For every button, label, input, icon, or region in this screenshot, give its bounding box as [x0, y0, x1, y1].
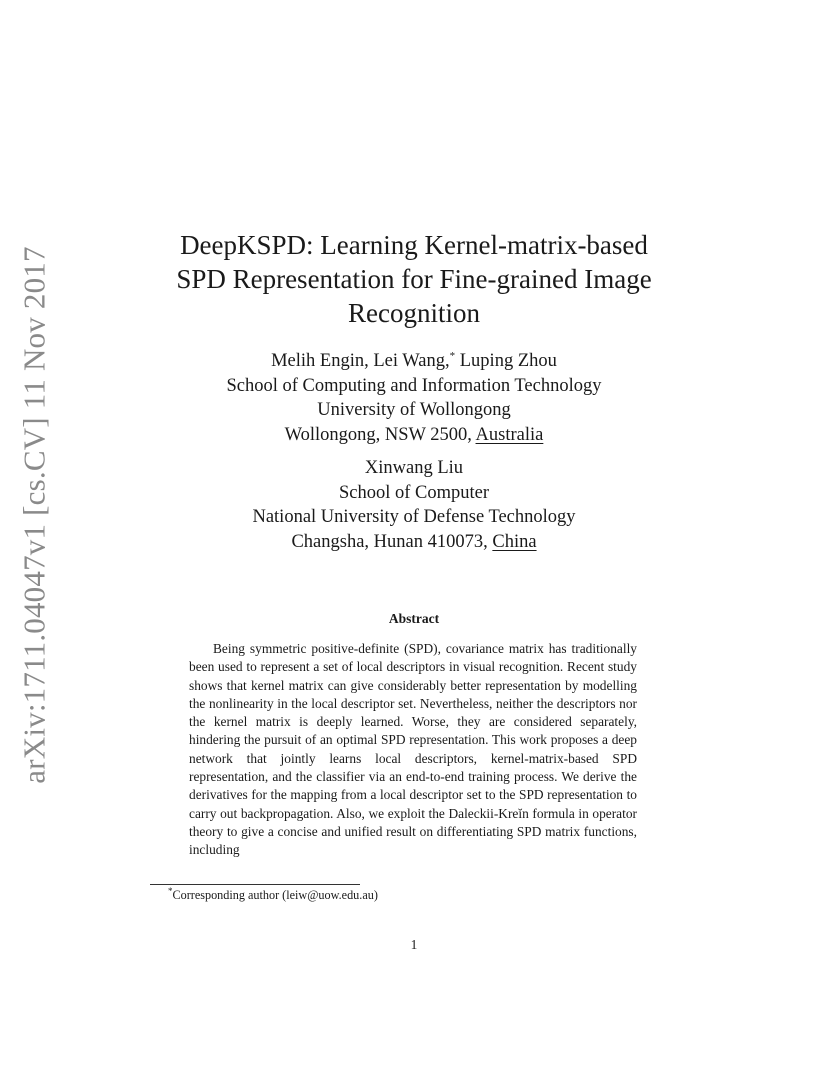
- author-names-line: [150, 349, 678, 374]
- affiliation-university: University of Wollongong: [317, 400, 511, 420]
- affiliation-address: [150, 423, 678, 448]
- address-prefix: Wollongong, NSW 2500,: [284, 424, 476, 445]
- address-prefix: Changsha, Hunan 410073,: [291, 531, 493, 552]
- author-affiliation-group-2: [150, 456, 678, 554]
- arxiv-identifier-stamp: [10, 246, 60, 784]
- country-link-china[interactable]: China: [492, 531, 537, 552]
- footnote-mark: *: [168, 885, 173, 896]
- footnote-text: Corresponding author (leiw@uow.edu.au): [172, 888, 378, 902]
- title-line-3: Recognition: [348, 298, 480, 328]
- author-affiliation-group-1: [150, 349, 678, 447]
- affiliation-school: School of Computing and Information Technology: [226, 375, 602, 396]
- title-line-1: DeepKSPD: Learning Kernel-matrix-based: [180, 230, 648, 260]
- footnote: [168, 887, 378, 903]
- affiliation-school: School of Computer: [338, 482, 490, 503]
- author-names-before: Melih Engin, Lei Wang,: [271, 351, 450, 371]
- affiliation-university: National University of Defense Technology: [252, 507, 576, 527]
- affiliation-address: [150, 530, 678, 555]
- author-names-after: Luping Zhou: [455, 351, 557, 371]
- title-line-2: SPD Representation for Fine-grained Image: [176, 264, 652, 294]
- arxiv-identifier-text: arXiv:1711.04047v1 [cs.CV] 11 Nov 2017: [17, 246, 53, 784]
- abstract-body: Being symmetric positive-definite (SPD), covariance matrix has traditionally been used to represent a set of local descriptors in visual recognition. Recent study shows that kernel matrix can give considerably better representation by modelling the nonlinearity in the local descriptor set. Nevertheless, neither the descriptors nor the kernel matrix is deeply learned. Worse, they are considered separately, hindering the pursuit of an optimal SPD representation. This work proposes a deep network that jointly learns local descriptors, kernel-matrix-based SPD representation, and the classifier via an end-to-end training process. We derive the derivatives for the mapping from a local descriptor set to the SPD representation to carry out backpropagation. Also, we exploit the Daleckii-Kreĭn formula in operator theory to give a concise and unified result on differentiating SPD matrix functions, including: [189, 641, 637, 858]
- abstract-heading: Abstract: [388, 611, 440, 626]
- paper-title: [150, 228, 678, 330]
- author-name: Xinwang Liu: [364, 458, 464, 478]
- corresponding-author-mark: *: [449, 349, 456, 362]
- footnote-divider: [150, 884, 360, 885]
- country-link-australia[interactable]: Australia: [475, 424, 544, 445]
- page-number: 1: [410, 937, 418, 952]
